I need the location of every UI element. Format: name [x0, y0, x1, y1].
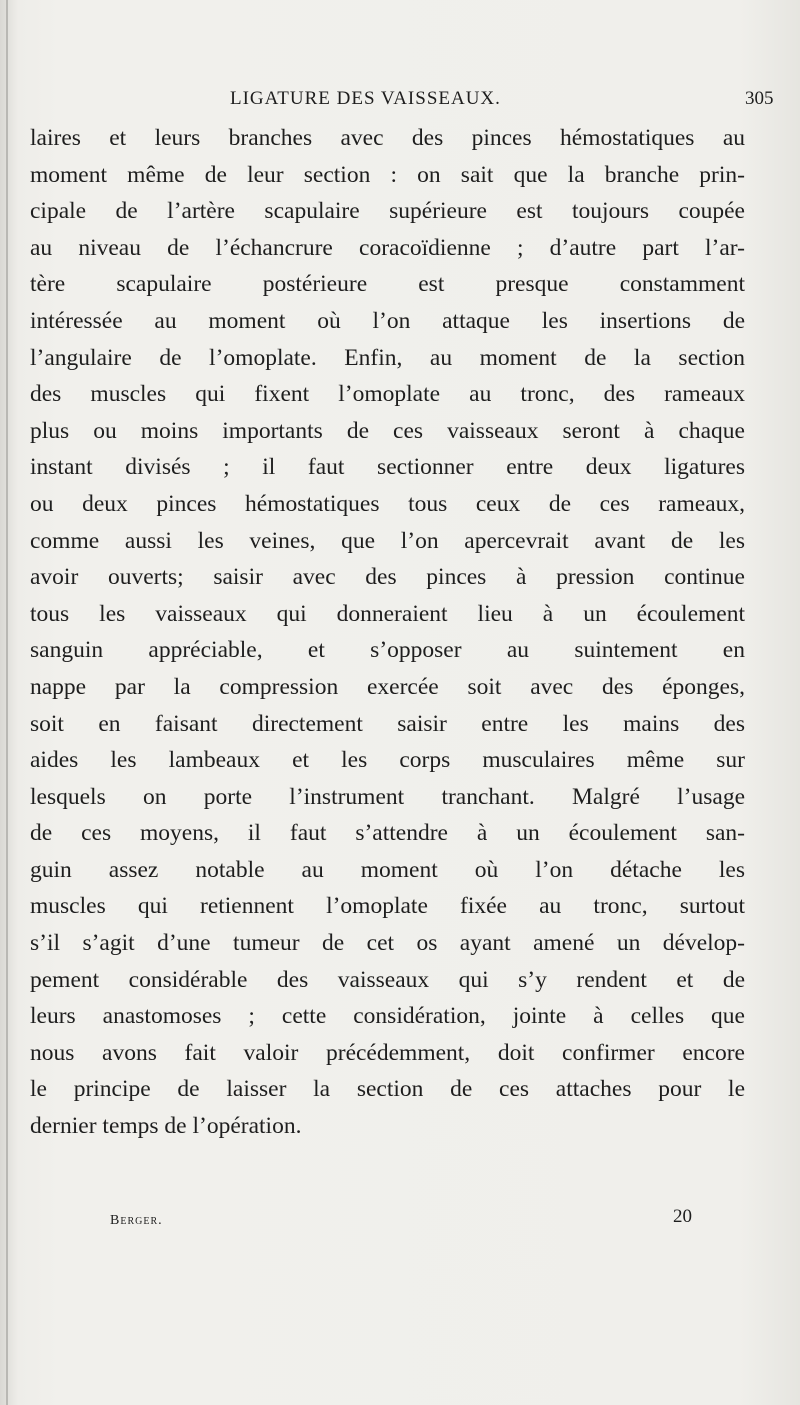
text-line: dernier temps de l’opération.: [30, 1113, 302, 1140]
text-line: leurs anastomoses ; cette considération, jointe à celles que: [30, 1003, 745, 1030]
text-line: plus ou moins importants de ces vaisseaux seront à chaque: [30, 417, 745, 444]
page-number: 305: [745, 88, 774, 109]
text-line: au niveau de l’échancrure coracoïdienne ; d’autre part l’ar-: [30, 234, 745, 261]
text-line: avoir ouverts; saisir avec des pinces à pression continue: [30, 564, 745, 591]
text-line: le principe de laisser la section de ces attaches pour le: [30, 1076, 745, 1103]
text-line: l’angulaire de l’omoplate. Enfin, au moment de la section: [30, 344, 745, 371]
text-line: laires et leurs branches avec des pinces hémostatiques au: [30, 125, 745, 151]
text-line: des muscles qui fixent l’omoplate au tronc, des rameaux: [30, 381, 745, 408]
sheet-number: 20: [673, 1206, 692, 1227]
body-text: [30, 120, 745, 1145]
text-line: sanguin appréciable, et s’opposer au suintement en: [30, 637, 745, 664]
text-line: pement considérable des vaisseaux qui s’y rendent et de: [30, 966, 745, 993]
text-line: nappe par la compression exercée soit avec des éponges,: [30, 673, 745, 700]
text-line: guin assez notable au moment où l’on détache les: [30, 856, 745, 883]
text-line: instant divisés ; il faut sectionner entre deux ligatures: [30, 454, 745, 481]
text-line: cipale de l’artère scapulaire supérieure est toujours coupée: [30, 198, 745, 225]
text-line: s’il s’agit d’une tumeur de cet os ayant amené un dévelop-: [30, 930, 745, 957]
text-line: lesquels on porte l’instrument tranchant. Malgré l’usage: [30, 783, 745, 810]
text-line: intéressée au moment où l’on attaque les insertions de: [30, 307, 745, 334]
text-line: comme aussi les veines, que l’on apercevrait avant de les: [30, 527, 745, 554]
text-line: aides les lambeaux et les corps musculaires même sur: [30, 747, 745, 774]
running-header: LIGATURE DES VAISSEAUX.: [230, 88, 501, 109]
text-line: tous les vaisseaux qui donneraient lieu à un écoulement: [30, 600, 745, 627]
text-line: moment même de leur section : on sait que la branche prin-: [30, 161, 745, 188]
text-line: muscles qui retiennent l’omoplate fixée au tronc, surtout: [30, 893, 745, 920]
text-line: soit en faisant directement saisir entre les mains des: [30, 710, 745, 737]
printer-signature: Berger.: [110, 1213, 163, 1228]
page-binding-edge: [6, 0, 8, 1405]
text-line: de ces moyens, il faut s’attendre à un écoulement san-: [30, 820, 745, 847]
text-line: nous avons fait valoir précédemment, doit confirmer encore: [30, 1039, 745, 1066]
text-line: tère scapulaire postérieure est presque constamment: [30, 271, 745, 298]
text-line: ou deux pinces hémostatiques tous ceux de ces rameaux,: [30, 490, 745, 517]
